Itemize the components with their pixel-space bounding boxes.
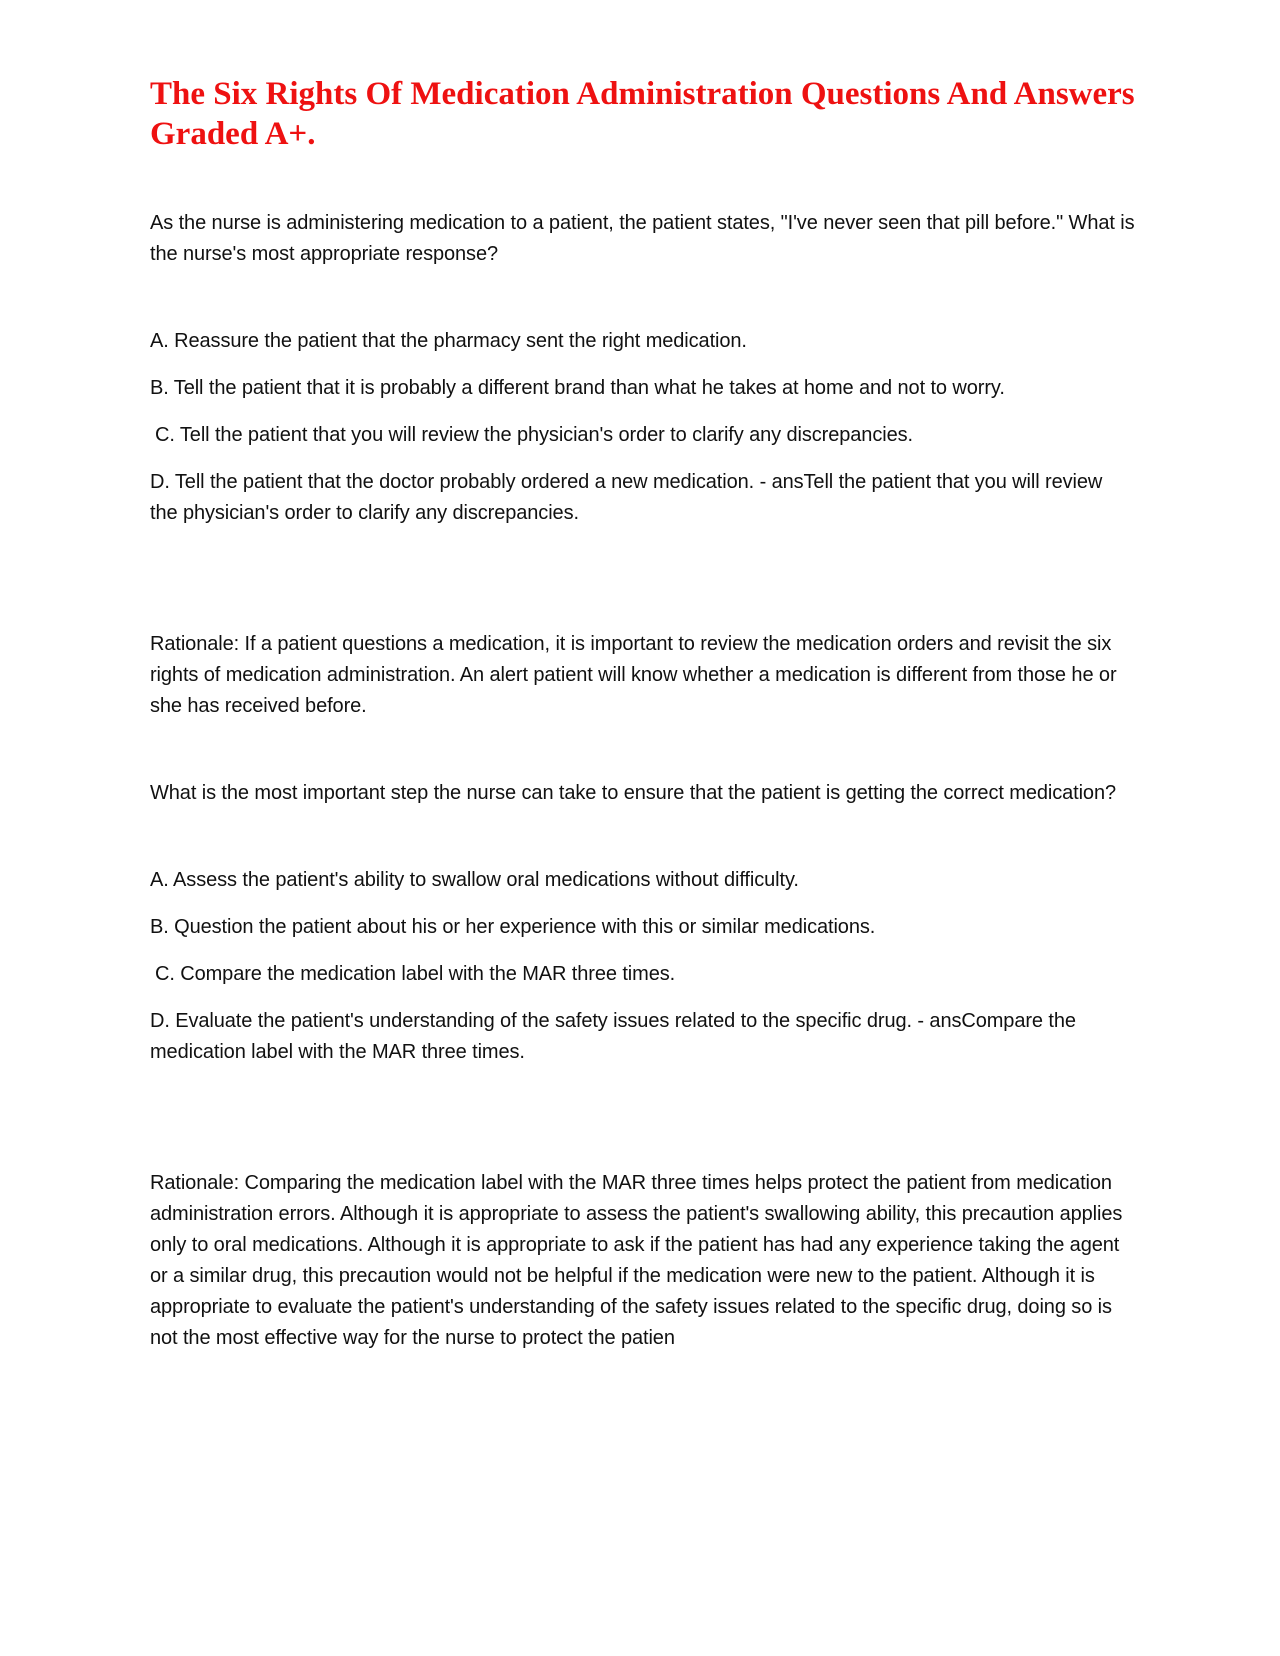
option-a: A. Reassure the patient that the pharmacy sent the right medication.: [150, 330, 747, 352]
rationale: Rationale: Comparing the medication label with the MAR three times helps protect the patient from medication administration errors. Although it is appropriate to assess the patient's swallowing ability, this precaution applies only to oral medications. Although it is appropriate to ask if the patient has had any experience taking the agent or a similar drug, this precaution would not be helpful if the medication were new to the patient. Although it is appropriate to evaluate the patient's understanding of the safety issues related to the specific drug, doing so is not the most effective way for the nurse to protect the patien: [150, 1172, 1123, 1349]
rationale: Rationale: If a patient questions a medication, it is important to review the medication orders and revisit the six rights of medication administration. An alert patient will know whether a medication is different from those he or she has received before.: [150, 633, 1117, 717]
page-title: The Six Rights Of Medication Administration Questions And Answers Graded A+.: [150, 76, 1135, 152]
question-block-1: [150, 208, 1135, 722]
option-b: B. Question the patient about his or her experience with this or similar medications.: [150, 916, 876, 938]
question-stem: What is the most important step the nurse can take to ensure that the patient is getting the correct medication?: [150, 782, 1116, 804]
option-b: B. Tell the patient that it is probably a different brand than what he takes at home and not to worry.: [150, 377, 1005, 399]
option-d: D. Tell the patient that the doctor probably ordered a new medication. - ansTell the patient that you will review the physician's order to clarify any discrepancies.: [150, 471, 1103, 524]
question-stem: As the nurse is administering medication to a patient, the patient states, "I've never seen that pill before." What is the nurse's most appropriate response?: [150, 212, 1135, 265]
options-list: [150, 865, 1135, 1068]
option-d: D. Evaluate the patient's understanding of the safety issues related to the specific drug. - ansCompare the medication label with the MAR three times.: [150, 1010, 1076, 1063]
option-a: A. Assess the patient's ability to swallow oral medications without difficulty.: [150, 869, 799, 891]
document-page: [150, 74, 1135, 1354]
option-c: C. Tell the patient that you will review the physician's order to clarify any discrepancies.: [155, 424, 913, 446]
question-block-2: [150, 778, 1135, 1354]
option-c: C. Compare the medication label with the MAR three times.: [155, 963, 676, 985]
options-list: [150, 326, 1135, 529]
